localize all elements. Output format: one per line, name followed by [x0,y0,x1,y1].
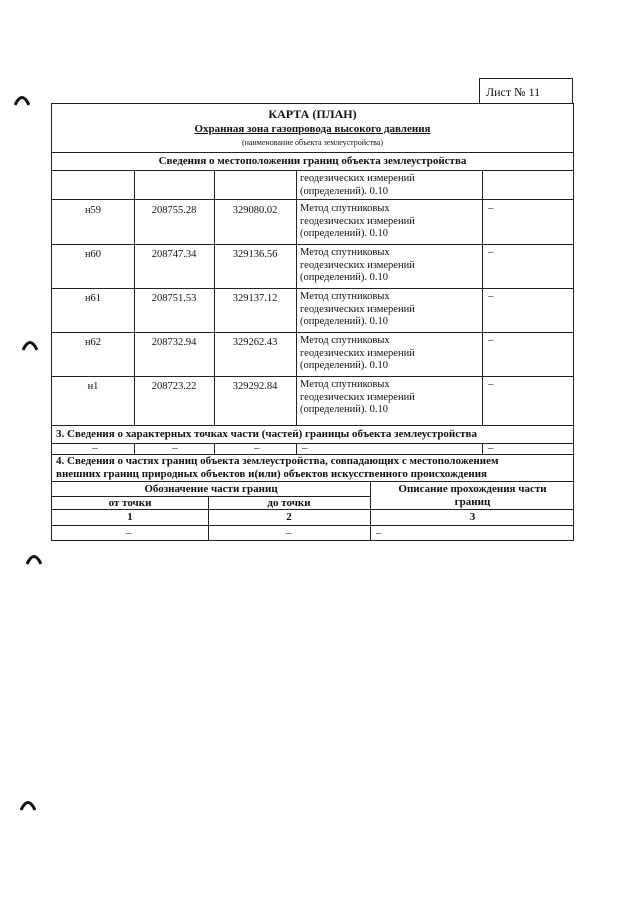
point-note: – [488,246,494,258]
table-row-divider [52,332,573,333]
section-title-band [52,153,573,171]
table-row-divider [52,525,573,526]
point-y: 329137.12 [232,293,278,304]
point-y: 329292.84 [232,381,278,392]
land-plan-form: КАРТА (ПЛАН) Охранная зона газопровода высокого давления (наименование объекта землеустройства) Сведения о местоположении границ объекта землеустройства геодезических измерений (определений). 0.10 н59 208755.28 329080.02 Метод спутниковых геодезических измерений (определений). 0.10 – н60 208747.34 329136.56 Метод спутниковых геодезических измерений (определений). 0.10 – н61 208751.53 329137.12 Метод спутниковых геодезических измерений (определений). 0.10 – н62 208732.94 329262.43 Метод спутниковых геодезических измерений (определений). 0.10 – н1 208723.22 329292.84 Метод спутниковых геодезических измерений (определений). 0.10 – 3. Сведения о характерных точках части (частей) границы объекта землеустройства – – – – – 4. Сведения о частях границ объекта землеустройства, совпадающих с местоположением внешних границ природных объектов и(или) объектов искусственного происхождения Обозначение части границ от точки до точки Описание прохождения части границ 1 2 3 – – – [51,103,574,541]
point-description: Метод спутниковых геодезических измерений (определений). 0.10 [300,291,415,327]
point-note: – [488,290,494,302]
table-row-divider [52,288,573,289]
binder-hole-mark [22,337,38,351]
point-y: 329262.43 [232,337,278,348]
column-header-from: от точки [108,497,152,509]
point-y: 329080.02 [232,205,278,216]
point-x: 208747.34 [151,249,197,260]
object-name-caption: (наименование объекта землеустройства) [242,138,383,147]
table-divider [214,443,215,454]
point-x: 208751.53 [151,293,197,304]
form-title: КАРТА (ПЛАН) [268,107,357,121]
column-number: 1 [127,511,133,523]
column-number: 2 [286,511,292,523]
point-name: н1 [87,381,99,392]
table-divider [134,443,135,454]
point-x: 208723.22 [151,381,197,392]
table-divider [296,171,297,426]
table-divider [482,171,483,426]
table-row-divider [52,376,573,377]
point-x: 208755.28 [151,205,197,216]
sheet-number-label: Лист № 11 [479,78,573,104]
column-group-header: Обозначение части границ [144,483,278,495]
point-x: 208732.94 [151,337,197,348]
point-description: Метод спутниковых геодезических измерений (определений). 0.10 [300,335,415,371]
object-name: Охранная зона газопровода высокого давления [194,123,431,135]
point-name: н60 [84,249,102,260]
point-description: Метод спутниковых геодезических измерений (определений). 0.10 [300,203,415,239]
point-y: 329136.56 [232,249,278,260]
section-title: Сведения о местоположении границ объекта землеустройства [158,155,467,167]
table-row-divider [52,244,573,245]
table-row-divider [52,443,573,444]
table-divider [482,443,483,454]
binder-hole-mark [20,797,36,811]
point-name: н61 [84,293,102,304]
column-number: 3 [469,511,476,523]
column-header-description: Описание прохождения части границ [398,483,547,508]
binder-hole-mark [26,551,42,565]
table-row-divider [52,199,573,200]
form-header [52,104,573,153]
section4-title: 4. Сведения о частях границ объекта землеустройства, совпадающих с местоположением внешних границ природных объектов и(или) объектов искусственного происхождения [56,455,499,480]
binder-hole-mark [14,92,30,106]
section3-title: 3. Сведения о характерных точках части (частей) границы объекта землеустройства [56,428,477,440]
point-name: н62 [84,337,102,348]
point-note: – [488,378,494,390]
table-divider [296,443,297,454]
table-row-divider [52,425,573,426]
continuation-description: геодезических измерений (определений). 0.10 [300,173,415,197]
point-name: н59 [84,205,102,216]
table-row-divider [52,481,573,482]
point-description: Метод спутниковых геодезических измерений (определений). 0.10 [300,247,415,283]
point-note: – [488,334,494,346]
point-note: – [488,202,494,214]
point-description: Метод спутниковых геодезических измерений (определений). 0.10 [300,379,415,415]
column-header-to: до точки [267,497,311,509]
